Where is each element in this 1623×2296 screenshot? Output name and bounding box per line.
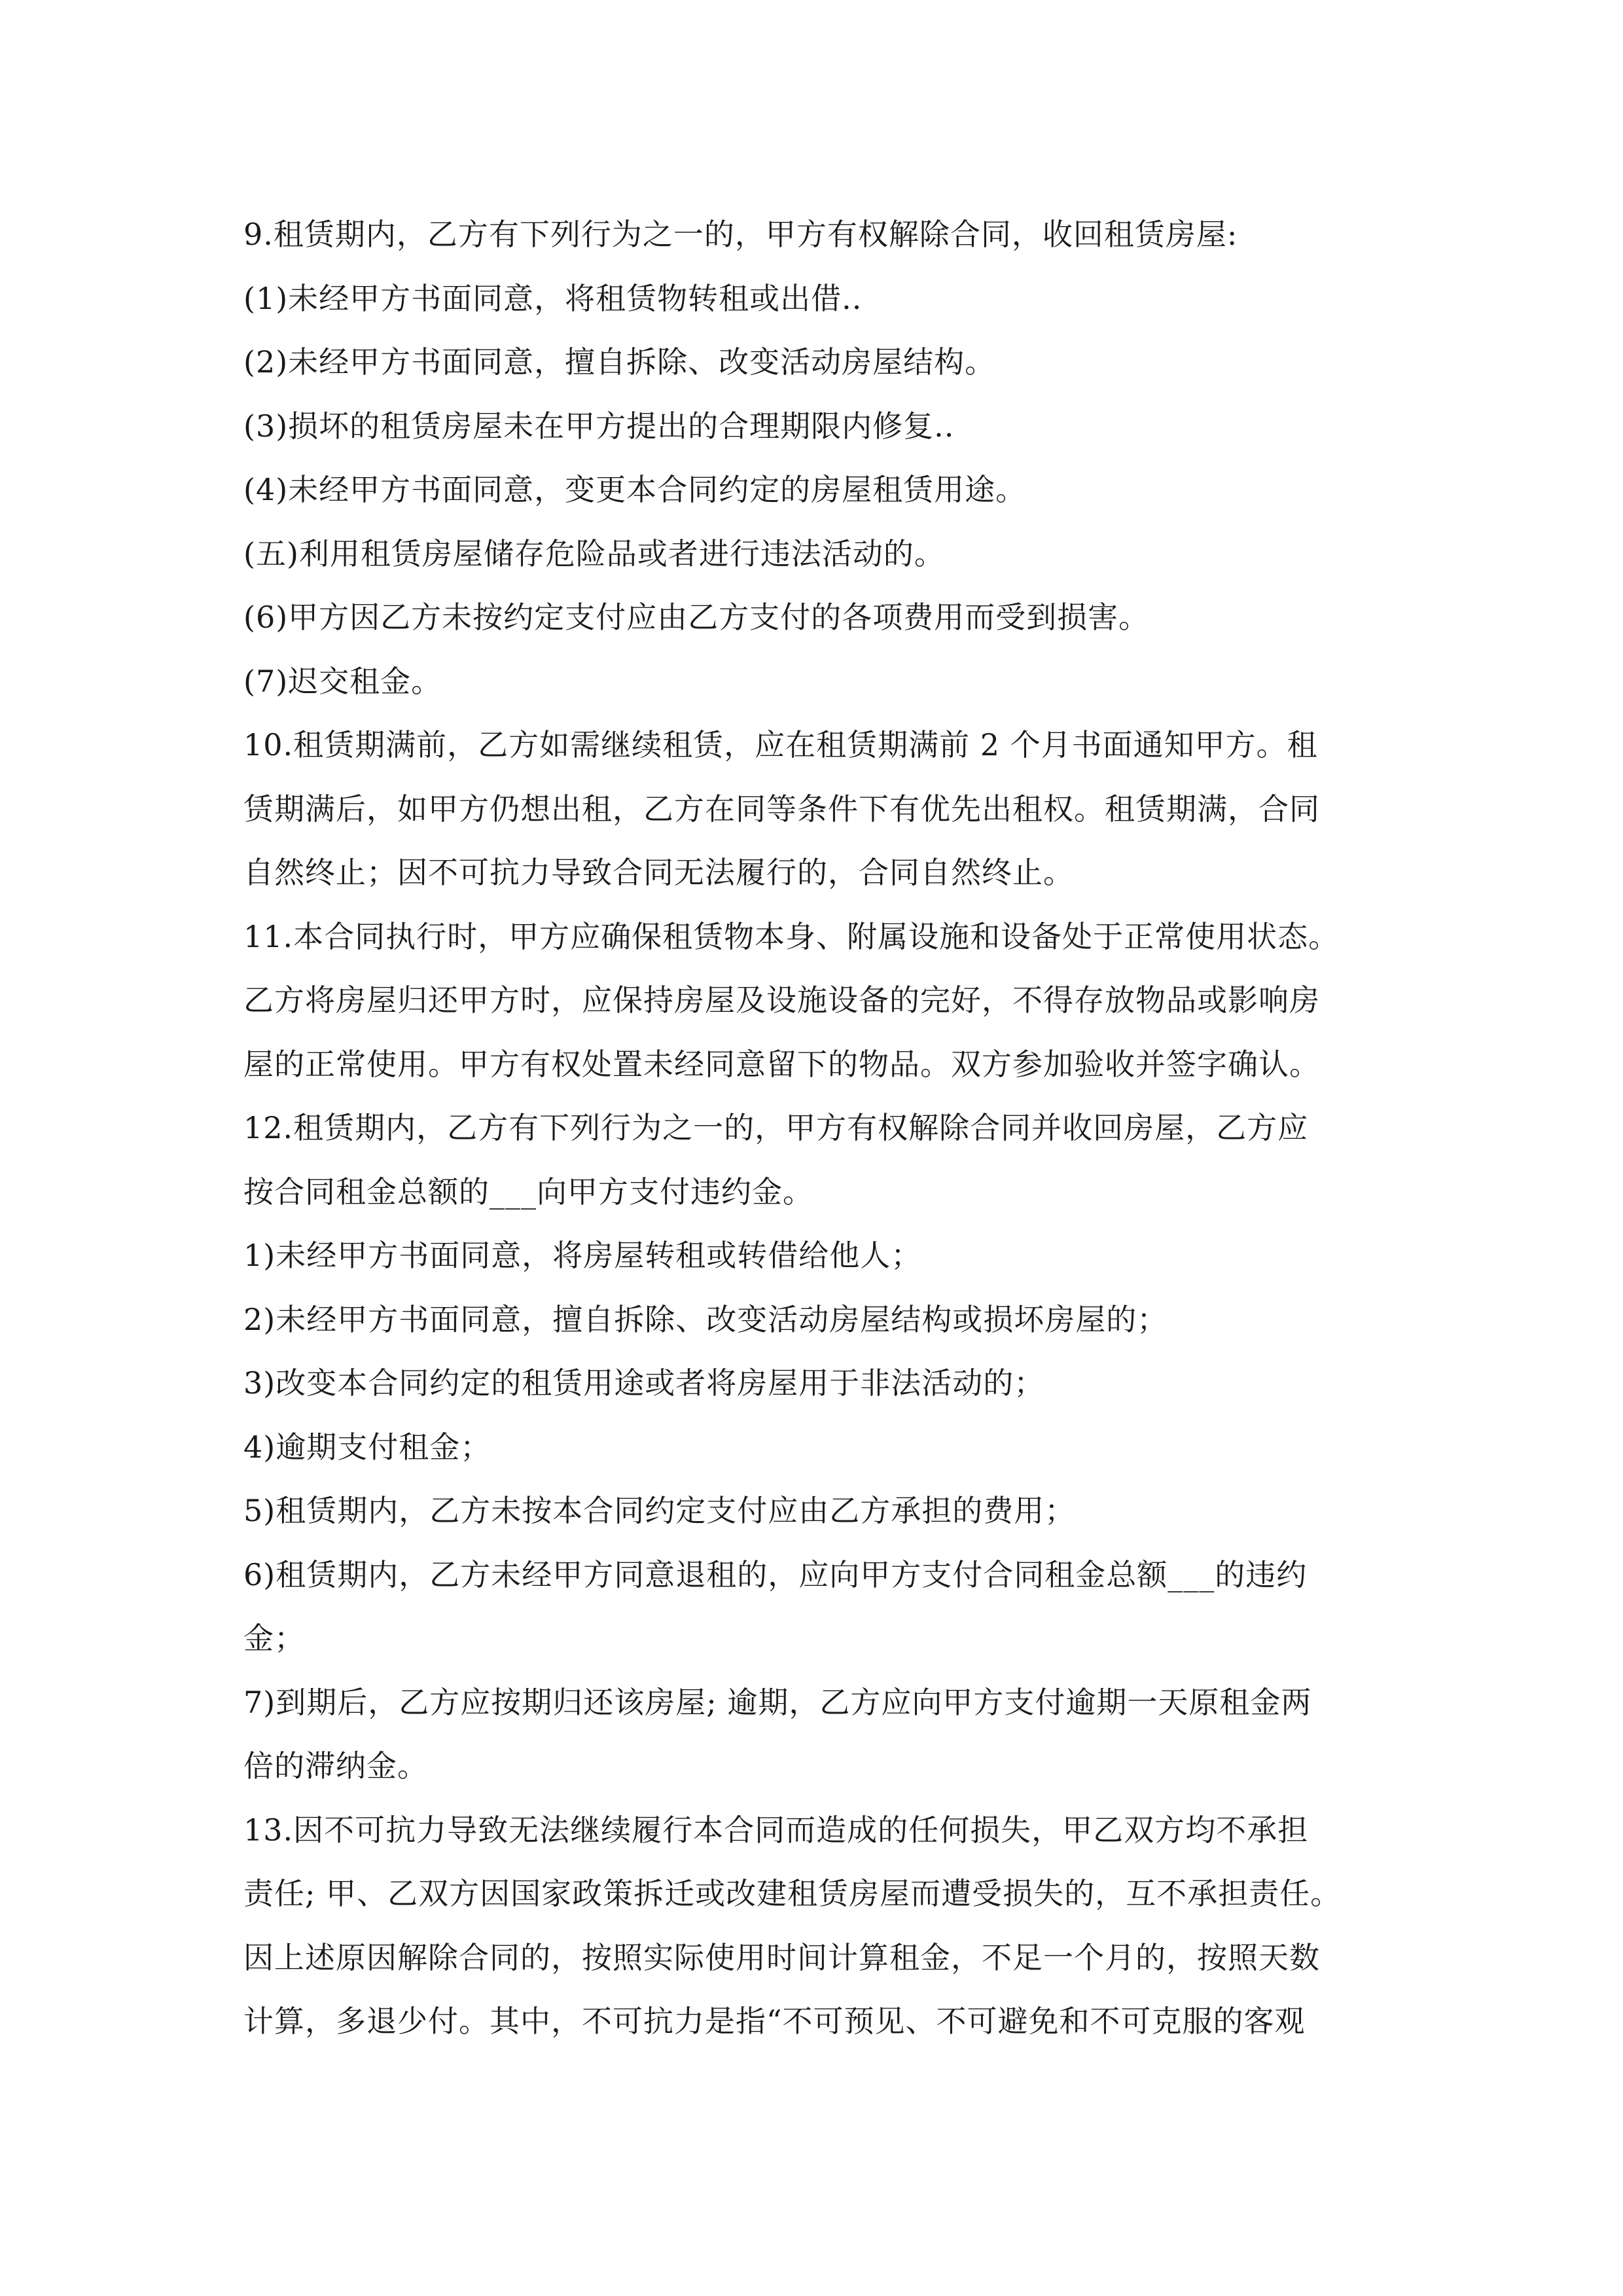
text-line: 计算，多退少付。其中，不可抗力是指“不可预见、不可避免和不可克服的客观 (243, 2003, 1306, 2039)
text-line: 按合同租金总额的___向甲方支付违约金。 (243, 1174, 813, 1210)
text-line: 屋的正常使用。甲方有权处置未经同意留下的物品。双方参加验收并签字确认。 (243, 1046, 1320, 1082)
text-line: 12.租赁期内，乙方有下列行为之一的，甲方有权解除合同并收回房屋，乙方应 (243, 1110, 1309, 1145)
text-line: 2)未经甲方书面同意，擅自拆除、改变活动房屋结构或损坏房屋的； (243, 1301, 1168, 1337)
text-line: 6)租赁期内，乙方未经甲方同意退租的，应向甲方支付合同租金总额___的违约 (243, 1556, 1308, 1592)
text-line: (7)迟交租金。 (243, 663, 442, 699)
text-line: 7)到期后，乙方应按期归还该房屋; 逾期，乙方应向甲方支付逾期一天原租金两 (243, 1684, 1312, 1720)
text-line: (1)未经甲方书面同意，将租赁物转租或出借.. (243, 280, 863, 316)
text-line: 5)租赁期内，乙方未按本合同约定支付应由乙方承担的费用； (243, 1493, 1076, 1528)
text-line: (五)利用租赁房屋储存危险品或者进行违法活动的。 (243, 535, 945, 571)
text-line: 金； (243, 1621, 305, 1656)
text-line: (2)未经甲方书面同意，擅自拆除、改变活动房屋结构。 (243, 344, 996, 380)
text-line: 11.本合同执行时，甲方应确保租赁物本身、附属设施和设备处于正常使用状态。 (243, 918, 1340, 954)
text-line: 赁期满后，如甲方仍想出租，乙方在同等条件下有优先出租权。租赁期满，合同 (243, 791, 1320, 827)
contract-body-text (243, 203, 1382, 2054)
text-line: (3)损坏的租赁房屋未在甲方提出的合理期限内修复.. (243, 408, 955, 444)
text-line: (4)未经甲方书面同意，变更本合同约定的房屋租赁用途。 (243, 472, 1027, 507)
text-line: 自然终止；因不可抗力导致合同无法履行的，合同自然终止。 (243, 855, 1074, 890)
text-line: 责任; 甲、乙双方因国家政策拆迁或改建租赁房屋而遭受损失的，互不承担责任。 (243, 1876, 1342, 1911)
text-line: 9.租赁期内，乙方有下列行为之一的，甲方有权解除合同，收回租赁房屋: (243, 217, 1238, 252)
text-line: 因上述原因解除合同的，按照实际使用时间计算租金，不足一个月的，按照天数 (243, 1939, 1320, 1975)
text-line: 1)未经甲方书面同意，将房屋转租或转借给他人； (243, 1238, 922, 1273)
text-line: 10.租赁期满前，乙方如需继续租赁，应在租赁期满前 2 个月书面通知甲方。租 (243, 727, 1318, 762)
text-line: 4)逾期支付租金； (243, 1429, 491, 1465)
text-line: 倍的滞纳金。 (243, 1748, 428, 1784)
text-line: (6)甲方因乙方未按约定支付应由乙方支付的各项费用而受到损害。 (243, 600, 1150, 635)
text-line: 13.因不可抗力导致无法继续履行本合同而造成的任何损失，甲乙双方均不承担 (243, 1812, 1309, 1848)
text-line: 3)改变本合同约定的租赁用途或者将房屋用于非法活动的； (243, 1365, 1045, 1401)
text-line: 乙方将房屋归还甲方时，应保持房屋及设施设备的完好，不得存放物品或影响房 (243, 982, 1320, 1018)
